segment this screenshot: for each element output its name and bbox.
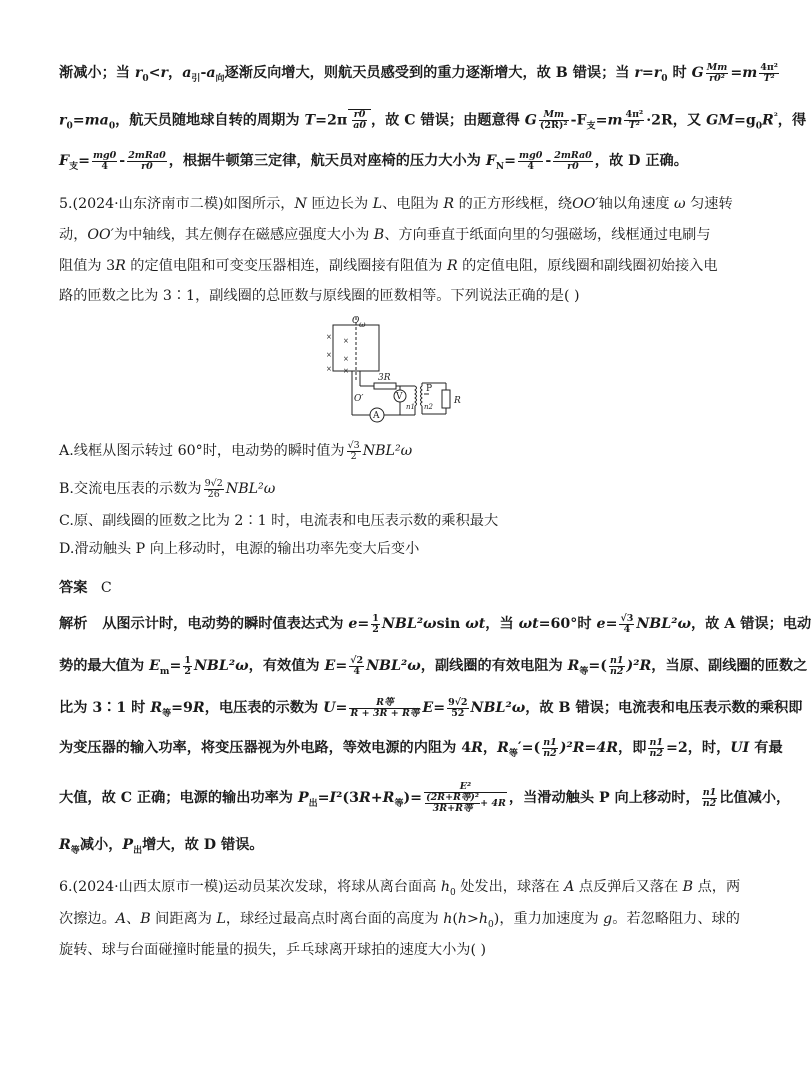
answer-value: C	[100, 580, 112, 596]
solution-prev-line-1: 渐减小；当 $r_0<r$，$a_引-a_向$逐渐反向增大，则航天员感受到的重力逐渐增大，故 B 错误；当 $r=r_0$ 时 G $\frac{Mm}{\text{r0²}}$ =m $\frac{\text{4π²}}{\text{T²}}$	[59, 61, 778, 84]
option-a: A.线框从图示转过 60°时，电动势的瞬时值为 $\frac{√3}{2}$ NBL²ω	[59, 439, 413, 462]
solution-prev-line-2: $r_0=ma_0$，航天员随地球自转的周期为 T=2π $\frac{r0}{a0}$ ，故 C 错误；由题意得 G $\frac{Mm}{\text{(2R)²}}$ $-F_支=m$ $\frac{\text{4π²}}{\text{T²}}$ ·2R，又 $GM=g_0R^{^2}$，得	[59, 109, 807, 132]
label-n2: n2	[424, 403, 433, 411]
solution-line-4: 为变压器的输入功率，将变压器视为外电路，等效电源的内阻为 4R，$R_等'=$( $\frac{n1}{n2}$ )²R=4R，即 $\frac{n1}{n2}$ =2，时，UI 有最	[59, 736, 783, 759]
question-6-line-2: 次擦边。A、B 间距离为 L，球经过最高点时离台面的高度为 $h(h>h_0)$，重力加速度为 g。若忽略阻力、球的	[59, 911, 740, 930]
magnetic-field-marks	[326, 333, 349, 375]
solution-line-1: 解析 从图示计时，电动势的瞬时值表达式为 e= $\frac{1}{2}$ NBL²ωsin ωt，当 ωt=60°时 e= $\frac{√3}{4}$ NBL²ω，故 A 错误；电动	[59, 612, 811, 635]
svg-text:×: ×	[343, 337, 349, 345]
option-d: D.滑动触头 P 向上移动时，电源的输出功率先变大后变小	[59, 541, 420, 557]
question-6-line-3: 旋转、球与台面碰撞时能量的损失，乒乓球离开球拍的速度大小为( )	[59, 942, 487, 958]
solution-line-2: 势的最大值为 $E_m=$ $\frac{1}{2}$ NBL²ω，有效值为 E= $\frac{√2}{4}$ NBL²ω，副线圈的有效电阻为 $R_等=$( $\frac{n1}{n2}$ )²R，当原、副线圈的匝数之	[59, 654, 808, 677]
label-o: O	[352, 316, 360, 326]
svg-text:×: ×	[326, 351, 332, 359]
question-5-line-1: 5.(2024·山东济南市二模)如图所示，N 匝边长为 L、电阻为 R 的正方形线框，绕OO′轴以角速度 ω 匀速转	[59, 196, 733, 212]
label-tap-p: P	[426, 384, 433, 394]
question-5-line-3: 阻值为 3R 的定值电阻和可变变压器相连，副线圈接有阻值为 R 的定值电阻，原线圈和副线圈初始接入电	[59, 258, 718, 274]
question-5-line-2: 动，OO′为中轴线，其左侧存在磁感应强度大小为 B、方向垂直于纸面向里的匀强磁场，线框通过电刷与	[59, 227, 711, 243]
solution-line-5: 大值，故 C 正确；电源的输出功率为 $P_出=I^2(3R+R_等)=$ E² $\frac{\text{(2R+R等)²}}{\text{3R+R等}}$ + 4R ，当滑动触头 P 向上移动时， $\frac{n1}{n2}$ 比值减小，	[59, 781, 791, 814]
label-load-r: R	[454, 396, 461, 406]
load-resistor	[442, 390, 450, 408]
question-5-line-4: 路的匝数之比为 3∶1，副线圈的总匝数与原线圈的匝数相等。下列说法正确的是( )	[59, 288, 580, 304]
question-6-line-1: 6.(2024·山西太原市一模)运动员某次发球，将球从离台面高 $h_0$ 处发出，球落在 A 点反弹后又落在 B 点，两	[59, 879, 741, 898]
solution-line-3: 比为 3∶1 时 $R_等=9R$，电压表的示数为 U= $\frac{\text{R等}}{\text{R + 3R + R等}}$ E= $\frac{9√2}{52}$ NBL²ω，故 B 错误；电流表和电压表示数的乘积即	[59, 696, 803, 719]
answer-line	[59, 577, 112, 599]
label-voltmeter: V	[396, 392, 403, 402]
svg-text:×: ×	[343, 367, 349, 375]
option-c: C.原、副线圈的匝数之比为 2∶1 时，电流表和电压表示数的乘积最大	[59, 513, 499, 529]
solution-line-6: $R_等$减小，$P_出$增大，故 D 错误。	[59, 837, 264, 856]
label-n1: n1	[406, 403, 415, 411]
label-ammeter: A	[373, 411, 380, 421]
label-3r: 3R	[378, 373, 391, 383]
answer-label: 答案	[59, 580, 88, 596]
primary-coil	[415, 386, 417, 406]
svg-text:×: ×	[326, 365, 332, 373]
circuit-diagram	[318, 314, 468, 432]
solution-prev-line-3: $F_支=$ $\frac{mg0}{4}$ - $\frac{\text{2mRa0}}{r0}$ ，根据牛顿第三定律，航天员对座椅的压力大小为 $F_N=$ $\frac{mg0}{4}$ - $\frac{\text{2mRa0}}{r0}$ ，故 D 正确。	[59, 149, 688, 172]
svg-text:×: ×	[343, 355, 349, 363]
secondary-coil	[421, 386, 423, 406]
resistor-3r	[374, 383, 396, 389]
option-b: B.交流电压表的示数为 $\frac{9√2}{26}$ NBL²ω	[59, 477, 276, 500]
label-omega: ω	[359, 320, 366, 329]
label-o-prime: O′	[354, 394, 364, 404]
svg-text:×: ×	[326, 333, 332, 341]
